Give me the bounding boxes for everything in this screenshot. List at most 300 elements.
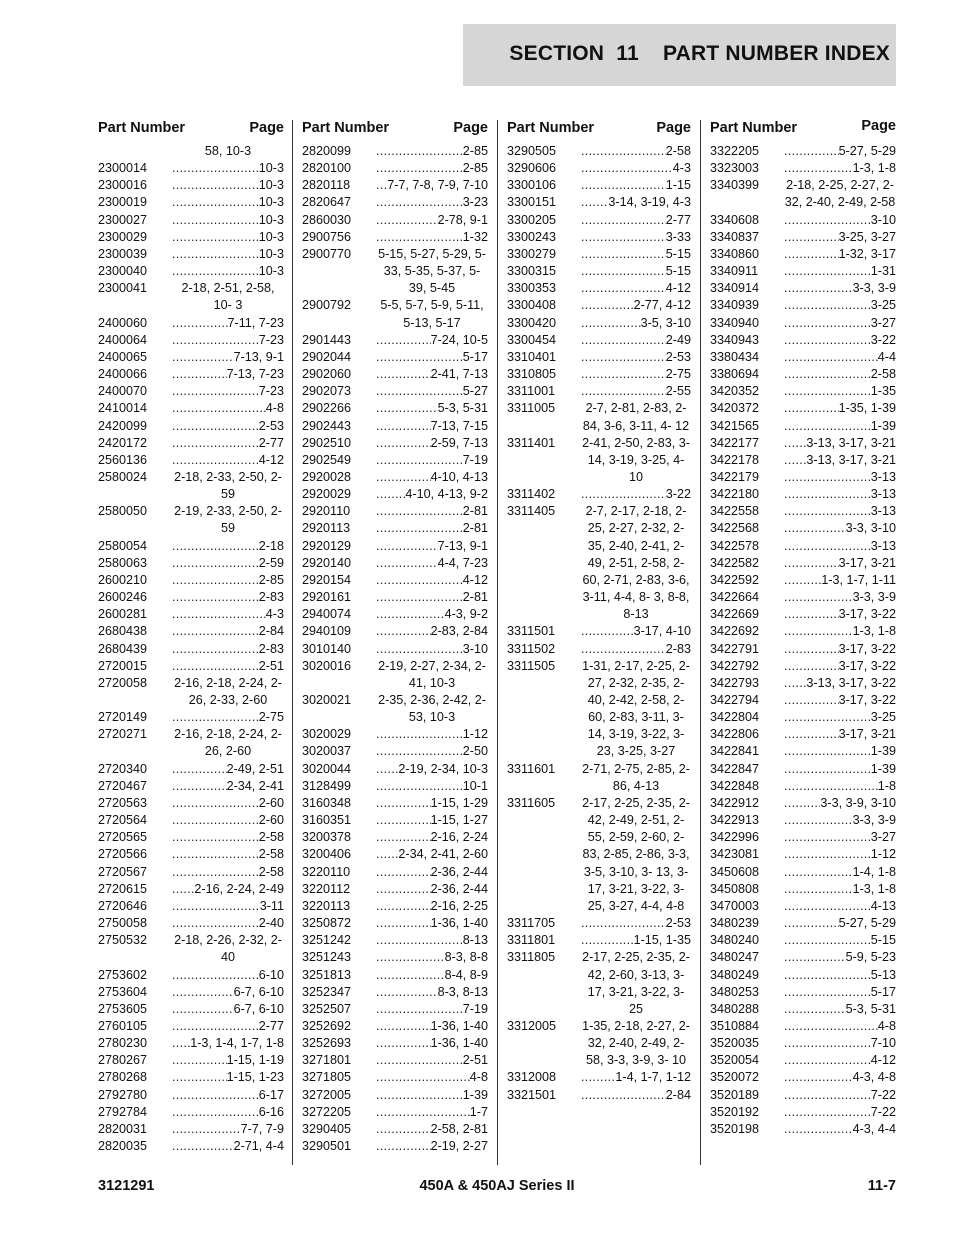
part-number: 2901443 xyxy=(302,332,352,347)
index-entry xyxy=(98,1087,284,1104)
index-entry xyxy=(710,984,896,1001)
column-header xyxy=(98,120,284,143)
leader-dots xyxy=(376,967,445,984)
index-entry xyxy=(710,349,896,366)
leader-dots xyxy=(784,435,806,452)
index-entry xyxy=(710,1018,896,1035)
leader-dots xyxy=(581,1087,666,1104)
page-references: 2-50 xyxy=(462,744,488,759)
page-references: 3-5, 3-10 xyxy=(640,315,691,330)
page-references: 2-36, 2-44 xyxy=(430,864,488,879)
index-entry xyxy=(98,967,284,984)
part-number: 2780268 xyxy=(98,1070,148,1085)
page-references: 8-4, 8-9 xyxy=(444,967,488,982)
leader-dots xyxy=(172,315,228,332)
page-header: Page xyxy=(861,118,896,134)
page-references: 2-19, 2-27 xyxy=(430,1139,488,1154)
part-number: 2580054 xyxy=(98,538,148,553)
index-entry xyxy=(98,864,284,881)
leader-dots xyxy=(172,229,259,246)
page-references: 5-15 xyxy=(665,246,691,261)
part-number: 2720340 xyxy=(98,761,148,776)
page-references: 3-22 xyxy=(870,332,896,347)
part-number: 3480240 xyxy=(710,933,760,948)
part-number: 2410014 xyxy=(98,401,148,416)
part-number: 3340608 xyxy=(710,212,760,227)
index-entry xyxy=(302,383,488,400)
index-entry xyxy=(710,641,896,658)
section-header-band xyxy=(463,24,896,86)
column-header xyxy=(507,120,691,143)
part-number: 3310401 xyxy=(507,349,557,364)
page-references: 2-58 xyxy=(258,830,284,845)
index-rows xyxy=(710,143,896,1138)
index-entry xyxy=(710,418,896,435)
part-number: 2420099 xyxy=(98,418,148,433)
leader-dots xyxy=(784,400,839,417)
part-number-header: Part Number xyxy=(507,120,595,136)
index-entry xyxy=(710,1069,896,1086)
page-references: 2-51 xyxy=(258,658,284,673)
part-number: 2902266 xyxy=(302,401,352,416)
page-references: 6-16 xyxy=(258,1104,284,1119)
leader-dots xyxy=(784,795,820,812)
part-number: 2753605 xyxy=(98,1001,148,1016)
page-references: 7-13, 9-1 xyxy=(233,349,284,364)
page-references: 1-31 xyxy=(870,264,896,279)
page-references: 1-35, 1-39 xyxy=(838,401,896,416)
page-references: 4-3, 4-8 xyxy=(852,1070,896,1085)
page-references: 3-3, 3-9 xyxy=(852,590,896,605)
page-references: 10-3 xyxy=(258,264,284,279)
index-entry xyxy=(98,812,284,829)
index-entry xyxy=(302,538,488,555)
index-entry xyxy=(98,606,284,623)
part-number: 3422847 xyxy=(710,761,760,776)
index-entry xyxy=(507,349,691,366)
leader-dots xyxy=(376,726,463,743)
page-references: 2-78, 9-1 xyxy=(437,212,488,227)
index-entry xyxy=(302,1069,488,1086)
page-references: 2-49 xyxy=(665,332,691,347)
leader-dots xyxy=(172,864,259,881)
index-entry xyxy=(710,503,896,520)
page-references: 2-34, 2-41, 2-60 xyxy=(398,847,488,862)
part-number: 3422178 xyxy=(710,452,760,467)
part-number: 3300106 xyxy=(507,178,557,193)
page-references: 1-3, 1-8 xyxy=(852,624,896,639)
part-number: 2900770 xyxy=(302,246,352,261)
part-number: 2920113 xyxy=(302,521,351,536)
index-entry xyxy=(302,332,488,349)
page-references: 1-4, 1-7, 1-12 xyxy=(615,1070,691,1085)
page-references: 1-8 xyxy=(877,778,896,793)
index-entry xyxy=(710,743,896,760)
page-references: 2-60 xyxy=(258,795,284,810)
page-references: 7-23 xyxy=(258,332,284,347)
leader-dots xyxy=(784,932,871,949)
index-entry xyxy=(710,881,896,898)
part-number: 3300315 xyxy=(507,264,557,279)
part-number: 3251243 xyxy=(302,950,352,965)
page-references: 1-3, 1-8 xyxy=(852,881,896,896)
index-entry xyxy=(710,572,896,589)
page-references: 2-16, 2-18, 2-24, 2- 26, 2-33, 2-60 xyxy=(174,675,282,707)
page-references: 2-83 xyxy=(258,590,284,605)
leader-dots xyxy=(376,452,463,469)
page-references: 2-7, 2-81, 2-83, 2- 84, 3-6, 3-11, 4- 12 xyxy=(582,401,690,433)
leader-dots xyxy=(172,881,194,898)
leader-dots xyxy=(784,212,871,229)
part-number: 2300039 xyxy=(98,246,148,261)
index-entry xyxy=(710,263,896,280)
index-entry xyxy=(98,623,284,640)
part-number: 3300353 xyxy=(507,281,557,296)
part-number: 3311005 xyxy=(507,401,556,416)
leader-dots xyxy=(376,881,431,898)
leader-dots xyxy=(784,1121,853,1138)
part-number: 3020021 xyxy=(302,693,352,707)
index-entry xyxy=(710,1035,896,1052)
part-number: 3422582 xyxy=(710,555,760,570)
page-references: 5-15 xyxy=(665,264,691,279)
part-number: 3311502 xyxy=(507,641,556,656)
leader-dots xyxy=(784,1069,853,1086)
leader-dots xyxy=(784,229,839,246)
index-entry xyxy=(302,349,488,366)
part-number: 2720467 xyxy=(98,778,148,793)
leader-dots xyxy=(784,846,871,863)
page-references: 1-15, 1-29 xyxy=(430,795,488,810)
page-references: 2-83 xyxy=(258,641,284,656)
part-number: 2720646 xyxy=(98,898,148,913)
leader-dots xyxy=(376,520,463,537)
page-references: 4-13 xyxy=(870,898,896,913)
part-number: 3380694 xyxy=(710,367,760,382)
index-column-2 xyxy=(302,120,488,1155)
page-references: 8-13 xyxy=(462,933,488,948)
leader-dots xyxy=(172,332,259,349)
index-entry xyxy=(507,623,691,640)
leader-dots xyxy=(172,846,259,863)
index-entry xyxy=(710,538,896,555)
part-number: 3422791 xyxy=(710,641,760,656)
part-number: 2920110 xyxy=(302,504,351,519)
index-entry xyxy=(302,726,488,743)
page-references: 2-19, 2-27, 2-34, 2- 41, 10-3 xyxy=(378,658,486,690)
page-references: 2-17, 2-25, 2-35, 2- 42, 2-60, 3-13, 3-17, 3-21, 3-22, 3-25 xyxy=(582,950,690,1016)
part-number: 3340940 xyxy=(710,315,760,330)
index-entry xyxy=(302,641,488,658)
page-references: 1-3, 1-8 xyxy=(852,161,896,176)
page-references: 7-11, 7-23 xyxy=(227,315,284,330)
leader-dots xyxy=(376,160,463,177)
page-references: 5-5, 5-7, 5-9, 5-11, 5-13, 5-17 xyxy=(380,298,484,330)
index-entry xyxy=(710,297,896,314)
part-number: 3010140 xyxy=(302,641,352,656)
index-entry xyxy=(507,229,691,246)
index-entry xyxy=(302,503,488,520)
index-entry xyxy=(302,692,488,726)
page-references: 7-13, 7-15 xyxy=(430,418,488,433)
page-references: 4-12 xyxy=(870,1053,896,1068)
index-entry xyxy=(98,503,284,537)
index-entry xyxy=(507,1069,691,1086)
part-number: 3422794 xyxy=(710,693,760,707)
index-entry xyxy=(302,572,488,589)
part-number: 3200406 xyxy=(302,847,352,862)
page-references: 1-36, 1-40 xyxy=(430,1018,488,1033)
index-entry xyxy=(507,143,691,160)
index-entry xyxy=(98,383,284,400)
page-references: 7-10 xyxy=(870,1036,896,1051)
leader-dots xyxy=(784,658,839,675)
index-entry xyxy=(302,469,488,486)
part-number: 3312005 xyxy=(507,1018,557,1033)
page-references: 2-18, 2-25, 2-27, 2- 32, 2-40, 2-49, 2-58 xyxy=(784,178,896,210)
part-number: 2400070 xyxy=(98,384,148,399)
index-entry xyxy=(98,881,284,898)
page-references: 6-7, 6-10 xyxy=(233,984,284,999)
index-entry xyxy=(710,486,896,503)
page-references: 1-39 xyxy=(870,418,896,433)
leader-dots xyxy=(172,623,259,640)
leader-dots xyxy=(784,829,871,846)
leader-dots xyxy=(376,555,438,572)
leader-dots xyxy=(581,280,666,297)
part-number: 2920161 xyxy=(302,590,352,605)
index-entry xyxy=(710,555,896,572)
page-references: 3-3, 3-9 xyxy=(852,813,896,828)
index-entry xyxy=(710,1001,896,1018)
leader-dots xyxy=(376,778,463,795)
index-entry xyxy=(710,212,896,229)
leader-dots xyxy=(581,349,666,366)
page-references: 2-7, 2-17, 2-18, 2- 25, 2-27, 2-32, 2-35, 2-40, 2-41, 2-49, 2-51, 2-58, 2-60, 2-71, 2-83, 3-6, 3-11, 4-4, 8- 3, 8-8, 8-13 xyxy=(582,504,690,622)
leader-dots xyxy=(784,315,871,332)
part-number: 2560136 xyxy=(98,452,148,467)
part-number: 2940074 xyxy=(302,607,352,622)
leader-dots xyxy=(172,915,259,932)
leader-dots xyxy=(172,795,259,812)
page-references: 1-39 xyxy=(870,744,896,759)
page-references: 3-25, 3-27 xyxy=(838,229,896,244)
page-references: 2-77, 4-12 xyxy=(633,298,691,313)
index-entry xyxy=(302,984,488,1001)
leader-dots xyxy=(172,246,259,263)
index-rows xyxy=(98,143,284,1155)
index-entry xyxy=(302,520,488,537)
leader-dots xyxy=(784,623,853,640)
index-entry xyxy=(98,572,284,589)
leader-dots xyxy=(784,503,871,520)
index-entry xyxy=(98,1121,284,1138)
page-references: 2-81 xyxy=(462,504,488,519)
page-references: 1-15, 1-23 xyxy=(226,1070,284,1085)
index-entry xyxy=(710,726,896,743)
part-number: 2920129 xyxy=(302,538,352,553)
index-entry xyxy=(710,606,896,623)
page-references: 2-58 xyxy=(258,864,284,879)
leader-dots xyxy=(172,761,227,778)
index-entry xyxy=(302,555,488,572)
page-references: 3-17, 3-22 xyxy=(838,641,896,656)
part-number: 2720567 xyxy=(98,864,148,879)
page-references: 58, 10-3 xyxy=(204,144,252,158)
part-number: 2600281 xyxy=(98,607,148,622)
leader-dots xyxy=(784,520,846,537)
page-references: 2-16, 2-25 xyxy=(430,898,488,913)
page-references: 5-13 xyxy=(870,967,896,982)
page-references: 1-35, 2-18, 2-27, 2- 32, 2-40, 2-49, 2-58, 3-3, 3-9, 3- 10 xyxy=(582,1018,690,1068)
part-number: 3450608 xyxy=(710,864,760,879)
index-entry xyxy=(302,194,488,211)
part-number: 3422806 xyxy=(710,727,760,742)
leader-dots xyxy=(784,246,839,263)
page-references: 1-32 xyxy=(462,229,488,244)
page-references: 5-17 xyxy=(462,349,488,364)
part-number: 3300420 xyxy=(507,315,557,330)
page-references: 8-3, 8-13 xyxy=(437,984,488,999)
leader-dots xyxy=(784,898,871,915)
part-number: 2300040 xyxy=(98,264,148,279)
page-references: 2-60 xyxy=(258,813,284,828)
leader-dots xyxy=(376,538,438,555)
page-references: 6-10 xyxy=(258,967,284,982)
page-references: 7-23 xyxy=(258,384,284,399)
index-entry xyxy=(98,641,284,658)
leader-dots xyxy=(172,349,234,366)
part-number: 2820118 xyxy=(302,178,351,193)
index-entry xyxy=(98,829,284,846)
page-references: 7-19 xyxy=(462,452,488,467)
page-references: 4-3, 4-4 xyxy=(852,1121,896,1136)
index-column-4 xyxy=(710,120,896,1138)
index-entry xyxy=(507,503,691,623)
leader-dots xyxy=(172,263,259,280)
page-references: 4-10, 4-13, 9-2 xyxy=(405,487,488,502)
leader-dots xyxy=(376,229,463,246)
part-number: 2400065 xyxy=(98,349,148,364)
page-references: 1-15, 1-35 xyxy=(633,933,691,948)
leader-dots xyxy=(172,212,259,229)
part-number: 3422804 xyxy=(710,710,760,725)
part-number: 3311601 xyxy=(507,761,556,776)
page-references: 4-12 xyxy=(665,281,691,296)
part-number: 3340837 xyxy=(710,229,760,244)
page-references: 10-1 xyxy=(462,778,488,793)
index-entry xyxy=(302,778,488,795)
part-number: 3480249 xyxy=(710,967,760,982)
index-entry xyxy=(98,1035,284,1052)
index-entry xyxy=(98,315,284,332)
index-entry xyxy=(302,297,488,331)
leader-dots xyxy=(581,212,666,229)
index-entry xyxy=(98,1069,284,1086)
part-number: 2300027 xyxy=(98,212,148,227)
index-entry xyxy=(507,949,691,1018)
part-number: 3311605 xyxy=(507,795,556,810)
part-number: 2720149 xyxy=(98,710,148,725)
leader-dots xyxy=(172,1052,227,1069)
index-entry xyxy=(98,263,284,280)
part-number: 3520054 xyxy=(710,1053,760,1068)
page-references: 2-35, 2-36, 2-42, 2- 53, 10-3 xyxy=(378,693,486,725)
page-references: 2-58 xyxy=(665,144,691,158)
leader-dots xyxy=(172,1121,241,1138)
index-entry xyxy=(98,846,284,863)
part-number: 3020044 xyxy=(302,761,352,776)
leader-dots xyxy=(172,160,259,177)
index-entry xyxy=(302,761,488,778)
part-number: 3520072 xyxy=(710,1070,760,1085)
page-references: 4-4 xyxy=(877,349,896,364)
page-references: 5-3, 5-31 xyxy=(437,401,488,416)
index-entry xyxy=(98,915,284,932)
leader-dots xyxy=(376,812,431,829)
column-divider xyxy=(700,120,701,1165)
doc-number: 3121291 xyxy=(98,1178,155,1194)
index-entry xyxy=(302,435,488,452)
index-entry xyxy=(302,795,488,812)
part-number: 3300408 xyxy=(507,298,557,313)
index-entry xyxy=(710,332,896,349)
index-entry xyxy=(302,143,488,160)
part-number: 2902044 xyxy=(302,349,352,364)
leader-dots xyxy=(784,743,871,760)
page-references: 4-3 xyxy=(265,607,284,622)
index-entry xyxy=(98,400,284,417)
page-references: 2-49, 2-51 xyxy=(226,761,284,776)
page-references: 2-85 xyxy=(462,144,488,158)
leader-dots xyxy=(172,383,259,400)
index-entry xyxy=(710,967,896,984)
leader-dots xyxy=(581,297,634,314)
index-entry xyxy=(98,984,284,1001)
index-entry xyxy=(98,675,284,709)
leader-dots xyxy=(581,641,666,658)
leader-dots xyxy=(581,915,666,932)
page-references: 4-12 xyxy=(258,452,284,467)
part-number: 3310805 xyxy=(507,367,557,382)
index-entry xyxy=(710,1121,896,1138)
index-entry xyxy=(98,709,284,726)
page-references: 7-24, 10-5 xyxy=(430,332,488,347)
part-number: 2300041 xyxy=(98,281,148,296)
part-number: 3422568 xyxy=(710,521,760,536)
index-entry xyxy=(98,194,284,211)
index-entry xyxy=(302,743,488,760)
part-number: 2792784 xyxy=(98,1104,148,1119)
index-entry xyxy=(98,1052,284,1069)
index-entry xyxy=(507,915,691,932)
leader-dots xyxy=(376,915,431,932)
page-references: 1-4, 1-8 xyxy=(852,864,896,879)
part-number: 3290405 xyxy=(302,1121,352,1136)
leader-dots xyxy=(581,315,641,332)
part-number: 3480247 xyxy=(710,950,760,965)
part-number: 3322205 xyxy=(710,144,760,158)
page-references: 6-7, 6-10 xyxy=(233,1001,284,1016)
part-number: 3420372 xyxy=(710,401,760,416)
part-number: 2300014 xyxy=(98,161,148,176)
index-entry xyxy=(710,229,896,246)
page-references: 3-27 xyxy=(870,315,896,330)
leader-dots xyxy=(784,1052,871,1069)
leader-dots xyxy=(784,984,871,1001)
page-references: 2-36, 2-44 xyxy=(430,881,488,896)
leader-dots xyxy=(376,469,431,486)
